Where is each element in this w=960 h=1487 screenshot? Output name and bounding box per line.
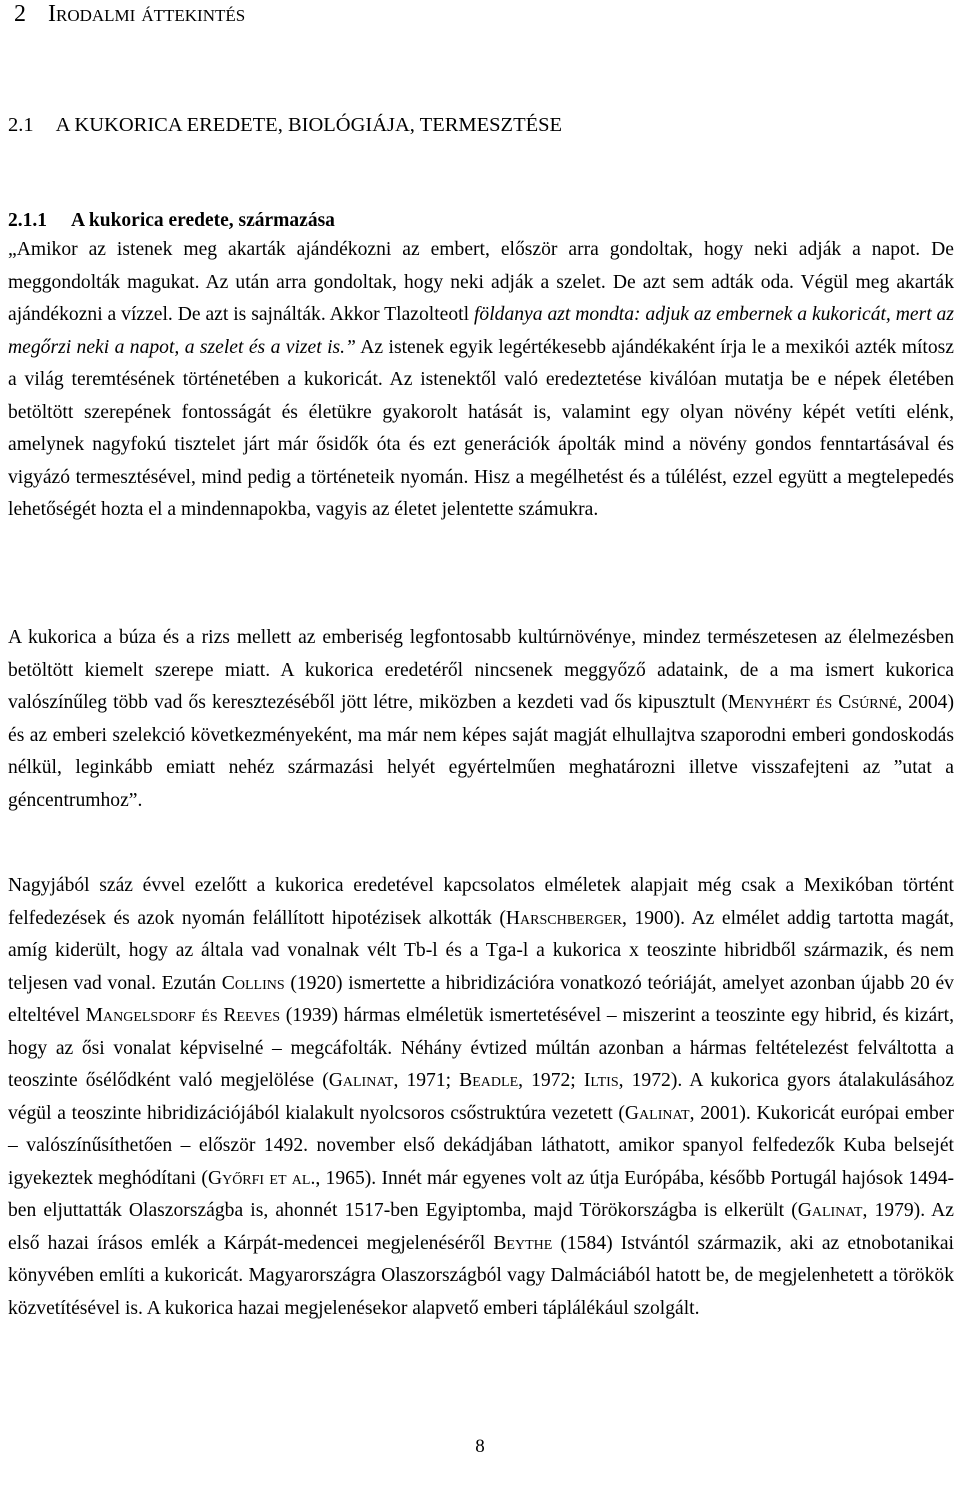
citation-author: Beythe	[493, 1232, 553, 1254]
subsection-heading	[8, 208, 335, 234]
paragraph-text: Nagyjából száz évvel ezelőtt a kukorica eredetével kapcsolatos elméletek alapjait még csak a Mexikóban történt felfedezések és azok nyomán felállított hipotézisek alkották (	[8, 875, 954, 929]
paragraph-text: , 1965). Innét már egyenes volt az útja Európába, később Portugál hajósok 1494-ben eljuttatták Olaszországba is, ahonnét 1517-ben Egyiptomba, majd Törökországba is elkerült (	[8, 1167, 955, 1221]
citation-author: Collins	[221, 972, 285, 994]
myth-quote-continued: földanya azt mondta: adjuk az embernek a kukoricát, mert az megőrzi neki a napot, a szelet és a vizet is.”	[8, 304, 954, 358]
paragraph-text: (1920) ismertette a hibridizációra vonatkozó teóriáját, amelyet azonban újabb 20 év elteltével	[8, 972, 954, 1026]
paragraph-text: , 1972;	[518, 1070, 584, 1091]
citation-author: Harschberger	[505, 907, 622, 929]
chapter-number: 2	[14, 1, 26, 27]
citation-author: Galinat	[328, 1070, 394, 1091]
chapter-heading	[14, 0, 245, 28]
subsection-number: 2.1.1	[8, 210, 47, 231]
paragraph-text: (1939) hármas elméletük ismertetésével – miszerint a teoszinte egy hibrid, és kizárt, hogy az ősi vonalat képviselné – megcáfolták. Néhány évtized múltán azonban a hármas feltételezést felváltotta a teoszinte ősélődként való megjelölése (	[8, 1005, 955, 1091]
paragraph-text: , 2004) és az emberi szelekció következményeként, ma már nem képes saját magját elhullajtva szaporodni emberi gondoskodás nélkül, leginkább emiatt nehéz származási helyét egyértelműen meghatározni illetve visszafejteni az ”utat a géncentrumhoz”.	[8, 692, 955, 811]
subsection-title: A kukorica eredete, származása	[71, 210, 335, 231]
paragraph-text: (1584) Istvántól származik, aki az etnobotanikai könyvében említi a kukoricát. Magyarországra Olaszországból vagy Dalmáciából hatott be, de megjelenhetett a törökök közvetítésével is. A kukorica hazai megjelenésekor alapvető emberi táplálékául szolgált.	[8, 1232, 954, 1319]
citation-author: Menyhért és Csúrné	[727, 692, 898, 713]
paragraph-text: , 1979). Az első hazai írásos emlék a Kárpát-medencei megjelenéséről	[8, 1200, 954, 1254]
citation-author: Beadle	[459, 1070, 519, 1091]
paragraph-1	[8, 234, 954, 527]
paragraph-text: , 1972). A kukorica gyors átalakulásához végül a teoszinte hibridizációjából kialakult nyolcsoros csőstruktúra vezetett (	[8, 1070, 955, 1124]
paragraph-2	[8, 622, 954, 817]
paragraph-text: , 1971;	[393, 1070, 460, 1091]
section-number: 2.1	[8, 114, 34, 136]
citation-author: Győrfi et al.	[207, 1167, 316, 1189]
paragraph-text: A kukorica a búza és a rizs mellett az emberiség legfontosabb kultúrnövénye, mindez természetesen az élelmezésben betöltött kiemelt szerepe miatt. A kukorica eredetéről nincsenek meggyőző adataink, de a ma ismert kukorica valószínűleg több vad ős keresztezéséből jött létre, miközben a kezdeti vad ős kipusztult (	[8, 627, 954, 713]
citation-author: Galinat	[624, 1102, 690, 1124]
citation-author: Iltis	[583, 1070, 619, 1091]
citation-author: Mangelsdorf és Reeves	[85, 1005, 281, 1026]
paragraph-text: , 2001). Kukoricát európai ember – valószínűsíthetően – először 1492. november első dekádjában láthatott, amikor spanyol felfedezők Kuba belsejét igyekeztek meghódítani (	[8, 1102, 954, 1189]
chapter-title: Irodalmi áttekintés	[48, 1, 246, 27]
paragraph-text: Akkor Tlazolteotl	[325, 304, 470, 325]
page-number: 8	[475, 1436, 485, 1457]
myth-quote: „Amikor az istenek meg akarták ajándékozni az embert, először arra gondoltak, hogy neki adják a napot. De meggondolták magukat. Az után arra gondoltak, hogy neki adják a szelet. De azt sem adták oda. Végül meg akarták ajándékozni a vízzel. De azt is sajnálták.	[8, 239, 954, 325]
paragraph-text: Az istenek egyik legértékesebb ajándékaként írja le a mexikói azték mítosz a világ teremtésének történetében a kukoricát. Az istenektől való eredeztetése kiválóan mutatja be e népek életében betöltött szerepének fontosságát és életükre gyakorolt hatását is, valamint egy olyan növény képét vetíti elénk, amelynek nagyfokú tisztelet járt már ősidők óta és ezt generációk ápolták mind a növény gondos fenntartásával és vigyázó termesztésével, mind pedig a történeteik nyomán. Hisz a megélhetést és a túlélést, ezzel együtt a megtelepedés lehetőségét hozta el a mindennapokba, vagyis az életet jelentette számukra.	[8, 336, 954, 520]
paragraph-text: , 1900). Az elmélet addig tartotta magát, amíg kiderült, hogy az általa vad vonalnak vélt Tb-l és a Tga-l a kukorica x teoszinte hibridből származik, és nem teljesen vad vonal. Ezután	[8, 907, 954, 994]
section-title: A KUKORICA EREDETE, BIOLÓGIÁJA, TERMESZTÉSE	[55, 114, 563, 136]
citation-author: Galinat	[797, 1200, 863, 1221]
paragraph-3	[8, 870, 954, 1325]
section-heading	[8, 112, 562, 138]
